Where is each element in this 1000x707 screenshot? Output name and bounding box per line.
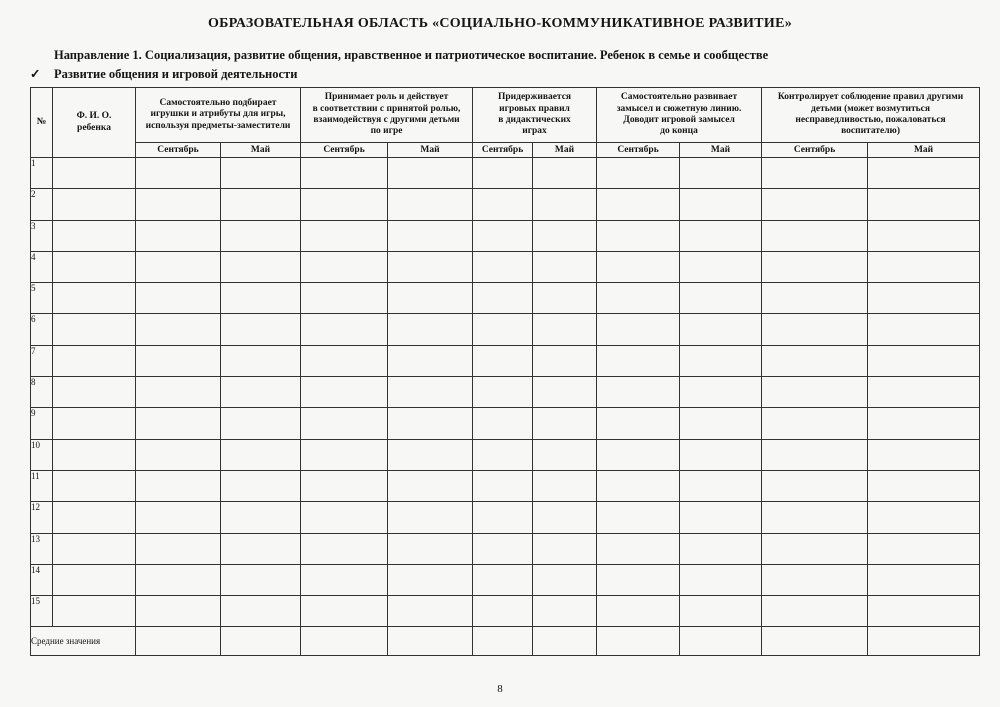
score-cell[interactable] (597, 439, 680, 470)
child-name-cell[interactable] (53, 502, 136, 533)
score-cell[interactable] (221, 439, 301, 470)
score-cell[interactable] (597, 502, 680, 533)
score-cell[interactable] (301, 283, 388, 314)
score-cell[interactable] (388, 345, 473, 376)
score-cell[interactable] (597, 564, 680, 595)
score-cell[interactable] (868, 283, 980, 314)
score-cell[interactable] (597, 251, 680, 282)
score-cell[interactable] (533, 470, 597, 501)
score-cell[interactable] (473, 439, 533, 470)
average-label: Средние значения (31, 627, 136, 656)
score-cell[interactable] (533, 158, 597, 189)
score-cell[interactable] (388, 470, 473, 501)
average-cell[interactable] (868, 627, 980, 656)
row-number: 2 (31, 189, 53, 220)
score-cell[interactable] (680, 470, 762, 501)
score-cell[interactable] (473, 470, 533, 501)
score-cell[interactable] (388, 439, 473, 470)
score-cell[interactable] (301, 314, 388, 345)
score-cell[interactable] (868, 189, 980, 220)
score-cell[interactable] (136, 251, 221, 282)
child-name-cell[interactable] (53, 377, 136, 408)
criterion-header-2: Принимает роль и действует в соответствии с принятой ролью, взаимодействуя с другими детьми по игре (301, 88, 473, 143)
average-cell[interactable] (597, 627, 680, 656)
score-cell[interactable] (868, 470, 980, 501)
score-cell[interactable] (533, 251, 597, 282)
score-cell[interactable] (533, 533, 597, 564)
table-row (31, 283, 980, 314)
score-cell[interactable] (680, 345, 762, 376)
score-cell[interactable] (221, 283, 301, 314)
score-cell[interactable] (680, 533, 762, 564)
criterion-header-1: Самостоятельно подбирает игрушки и атрибуты для игры, используя предметы-заместители (136, 88, 301, 143)
score-cell[interactable] (533, 220, 597, 251)
row-number: 10 (31, 439, 53, 470)
score-cell[interactable] (597, 533, 680, 564)
score-cell[interactable] (388, 502, 473, 533)
assessment-table (30, 87, 980, 656)
average-cell[interactable] (221, 627, 301, 656)
score-cell[interactable] (762, 596, 868, 627)
criterion-header-3: Придерживается игровых правил в дидактических играх (473, 88, 597, 143)
score-cell[interactable] (136, 564, 221, 595)
score-cell[interactable] (473, 220, 533, 251)
table-row (31, 220, 980, 251)
row-number: 5 (31, 283, 53, 314)
row-number: 4 (31, 251, 53, 282)
score-cell[interactable] (136, 345, 221, 376)
score-cell[interactable] (221, 408, 301, 439)
score-cell[interactable] (388, 314, 473, 345)
score-cell[interactable] (533, 596, 597, 627)
score-cell[interactable] (868, 345, 980, 376)
score-cell[interactable] (533, 564, 597, 595)
direction-heading: Направление 1. Социализация, развитие общения, нравственное и патриотическое воспитание. Ребенок в семье и сообществе (54, 48, 769, 62)
score-cell[interactable] (597, 470, 680, 501)
score-cell[interactable] (136, 596, 221, 627)
score-cell[interactable] (597, 189, 680, 220)
score-cell[interactable] (301, 345, 388, 376)
score-cell[interactable] (136, 220, 221, 251)
score-cell[interactable] (473, 533, 533, 564)
score-cell[interactable] (680, 251, 762, 282)
period-september-header: Сентябрь (473, 143, 533, 158)
average-cell[interactable] (680, 627, 762, 656)
score-cell[interactable] (762, 470, 868, 501)
child-name-cell[interactable] (53, 345, 136, 376)
average-cell[interactable] (388, 627, 473, 656)
score-cell[interactable] (301, 158, 388, 189)
criterion-header-5: Контролирует соблюдение правил другими детьми (может возмутиться несправедливостью, пожаловаться воспитателю) (762, 88, 980, 143)
score-cell[interactable] (533, 377, 597, 408)
checkmark-icon: ✓ (30, 67, 41, 81)
score-cell[interactable] (680, 439, 762, 470)
score-cell[interactable] (533, 345, 597, 376)
score-cell[interactable] (473, 283, 533, 314)
child-name-cell[interactable] (53, 220, 136, 251)
score-cell[interactable] (221, 564, 301, 595)
row-number: 1 (31, 158, 53, 189)
period-may-header: Май (680, 143, 762, 158)
score-cell[interactable] (301, 220, 388, 251)
score-cell[interactable] (388, 220, 473, 251)
average-row (31, 627, 980, 656)
subsection-heading (30, 66, 297, 82)
score-cell[interactable] (221, 251, 301, 282)
score-cell[interactable] (680, 158, 762, 189)
score-cell[interactable] (473, 596, 533, 627)
score-cell[interactable] (221, 345, 301, 376)
child-name-cell[interactable] (53, 470, 136, 501)
score-cell[interactable] (597, 377, 680, 408)
child-name-cell[interactable] (53, 314, 136, 345)
score-cell[interactable] (680, 408, 762, 439)
score-cell[interactable] (388, 596, 473, 627)
score-cell[interactable] (136, 314, 221, 345)
subsection-label: Развитие общения и игровой деятельности (54, 67, 298, 81)
period-september-header: Сентябрь (762, 143, 868, 158)
score-cell[interactable] (533, 439, 597, 470)
score-cell[interactable] (680, 314, 762, 345)
score-cell[interactable] (221, 377, 301, 408)
score-cell[interactable] (473, 408, 533, 439)
table-row (31, 408, 980, 439)
score-cell[interactable] (762, 251, 868, 282)
row-number: 13 (31, 533, 53, 564)
score-cell[interactable] (533, 314, 597, 345)
score-cell[interactable] (680, 189, 762, 220)
score-cell[interactable] (868, 596, 980, 627)
score-cell[interactable] (762, 345, 868, 376)
score-cell[interactable] (136, 283, 221, 314)
score-cell[interactable] (533, 408, 597, 439)
score-cell[interactable] (762, 564, 868, 595)
score-cell[interactable] (301, 502, 388, 533)
table-body (31, 158, 980, 656)
table-row (31, 533, 980, 564)
score-cell[interactable] (597, 596, 680, 627)
score-cell[interactable] (680, 283, 762, 314)
score-cell[interactable] (868, 314, 980, 345)
period-september-header: Сентябрь (136, 143, 221, 158)
score-cell[interactable] (388, 533, 473, 564)
score-cell[interactable] (597, 314, 680, 345)
child-name-cell[interactable] (53, 158, 136, 189)
table-row (31, 189, 980, 220)
average-cell[interactable] (473, 627, 533, 656)
score-cell[interactable] (868, 439, 980, 470)
page-number: 8 (497, 683, 503, 695)
score-cell[interactable] (597, 158, 680, 189)
table-row (31, 251, 980, 282)
row-number: 9 (31, 408, 53, 439)
score-cell[interactable] (301, 470, 388, 501)
score-cell[interactable] (597, 345, 680, 376)
score-cell[interactable] (868, 251, 980, 282)
score-cell[interactable] (473, 502, 533, 533)
child-name-cell[interactable] (53, 533, 136, 564)
score-cell[interactable] (680, 377, 762, 408)
score-cell[interactable] (680, 596, 762, 627)
score-cell[interactable] (221, 158, 301, 189)
period-september-header: Сентябрь (301, 143, 388, 158)
score-cell[interactable] (762, 158, 868, 189)
row-number: 6 (31, 314, 53, 345)
score-cell[interactable] (597, 408, 680, 439)
score-cell[interactable] (762, 439, 868, 470)
score-cell[interactable] (301, 596, 388, 627)
score-cell[interactable] (221, 596, 301, 627)
score-cell[interactable] (597, 220, 680, 251)
score-cell[interactable] (762, 377, 868, 408)
score-cell[interactable] (221, 220, 301, 251)
score-cell[interactable] (762, 314, 868, 345)
score-cell[interactable] (221, 189, 301, 220)
row-number: 3 (31, 220, 53, 251)
score-cell[interactable] (221, 314, 301, 345)
child-name-cell[interactable] (53, 408, 136, 439)
period-header-row (31, 143, 980, 158)
col-name-header: Ф. И. О. ребенка (53, 88, 136, 158)
score-cell[interactable] (221, 470, 301, 501)
row-number: 8 (31, 377, 53, 408)
score-cell[interactable] (473, 377, 533, 408)
score-cell[interactable] (868, 564, 980, 595)
score-cell[interactable] (136, 377, 221, 408)
period-may-header: Май (221, 143, 301, 158)
row-number: 7 (31, 345, 53, 376)
score-cell[interactable] (533, 502, 597, 533)
score-cell[interactable] (533, 189, 597, 220)
row-number: 11 (31, 470, 53, 501)
score-cell[interactable] (301, 533, 388, 564)
score-cell[interactable] (301, 377, 388, 408)
header-row (31, 88, 980, 143)
row-number: 12 (31, 502, 53, 533)
score-cell[interactable] (762, 502, 868, 533)
score-cell[interactable] (473, 251, 533, 282)
child-name-cell[interactable] (53, 283, 136, 314)
criterion-header-4: Самостоятельно развивает замысел и сюжетную линию. Доводит игровой замысел до конца (597, 88, 762, 143)
table-row (31, 470, 980, 501)
score-cell[interactable] (473, 189, 533, 220)
score-cell[interactable] (388, 408, 473, 439)
child-name-cell[interactable] (53, 564, 136, 595)
table-row (31, 345, 980, 376)
table-row (31, 564, 980, 595)
period-may-header: Май (533, 143, 597, 158)
row-number: 14 (31, 564, 53, 595)
average-cell[interactable] (301, 627, 388, 656)
score-cell[interactable] (136, 189, 221, 220)
score-cell[interactable] (136, 502, 221, 533)
average-cell[interactable] (762, 627, 868, 656)
score-cell[interactable] (868, 502, 980, 533)
score-cell[interactable] (680, 220, 762, 251)
row-number: 15 (31, 596, 53, 627)
table-row (31, 502, 980, 533)
score-cell[interactable] (762, 283, 868, 314)
score-cell[interactable] (868, 408, 980, 439)
score-cell[interactable] (388, 377, 473, 408)
score-cell[interactable] (533, 283, 597, 314)
score-cell[interactable] (473, 564, 533, 595)
score-cell[interactable] (388, 283, 473, 314)
score-cell[interactable] (762, 220, 868, 251)
score-cell[interactable] (301, 439, 388, 470)
score-cell[interactable] (868, 220, 980, 251)
period-september-header: Сентябрь (597, 143, 680, 158)
score-cell[interactable] (301, 408, 388, 439)
score-cell[interactable] (301, 564, 388, 595)
score-cell[interactable] (473, 345, 533, 376)
score-cell[interactable] (762, 408, 868, 439)
child-name-cell[interactable] (53, 251, 136, 282)
score-cell[interactable] (136, 158, 221, 189)
score-cell[interactable] (136, 439, 221, 470)
score-cell[interactable] (301, 251, 388, 282)
table-row (31, 439, 980, 470)
child-name-cell[interactable] (53, 189, 136, 220)
score-cell[interactable] (301, 189, 388, 220)
score-cell[interactable] (762, 533, 868, 564)
table-row (31, 377, 980, 408)
score-cell[interactable] (221, 502, 301, 533)
score-cell[interactable] (868, 158, 980, 189)
score-cell[interactable] (473, 314, 533, 345)
score-cell[interactable] (680, 564, 762, 595)
score-cell[interactable] (388, 564, 473, 595)
score-cell[interactable] (388, 158, 473, 189)
period-may-header: Май (388, 143, 473, 158)
score-cell[interactable] (221, 533, 301, 564)
score-cell[interactable] (136, 470, 221, 501)
average-cell[interactable] (533, 627, 597, 656)
period-may-header: Май (868, 143, 980, 158)
score-cell[interactable] (762, 189, 868, 220)
score-cell[interactable] (388, 189, 473, 220)
col-number-header: № (31, 88, 53, 158)
score-cell[interactable] (868, 533, 980, 564)
score-cell[interactable] (136, 533, 221, 564)
child-name-cell[interactable] (53, 596, 136, 627)
score-cell[interactable] (597, 283, 680, 314)
average-cell[interactable] (136, 627, 221, 656)
score-cell[interactable] (473, 158, 533, 189)
child-name-cell[interactable] (53, 439, 136, 470)
score-cell[interactable] (136, 408, 221, 439)
page-title: ОБРАЗОВАТЕЛЬНАЯ ОБЛАСТЬ «СОЦИАЛЬНО-КОММУНИКАТИВНОЕ РАЗВИТИЕ» (207, 16, 793, 31)
score-cell[interactable] (388, 251, 473, 282)
score-cell[interactable] (868, 377, 980, 408)
score-cell[interactable] (680, 502, 762, 533)
table-row (31, 158, 980, 189)
table-row (31, 596, 980, 627)
table-row (31, 314, 980, 345)
